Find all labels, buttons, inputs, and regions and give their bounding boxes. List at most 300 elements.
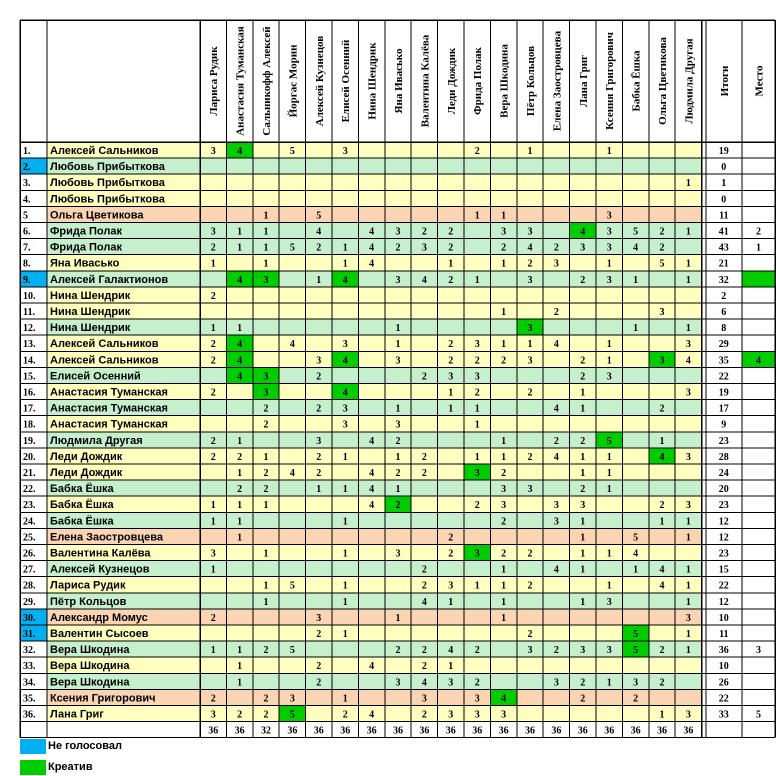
vote-value: 4 <box>369 500 375 512</box>
vote-value: 4 <box>237 371 243 383</box>
vote-value: 3 <box>606 226 612 238</box>
count-value: 32 <box>261 725 271 737</box>
vote-value: 4 <box>633 548 639 560</box>
row-total: 29 <box>718 339 729 351</box>
vote-value: 2 <box>448 532 454 544</box>
vote-value: 2 <box>395 468 401 479</box>
row-name: Нина Шендрик <box>50 289 131 302</box>
vote-value: 4 <box>289 339 295 351</box>
count-value: 36 <box>657 725 667 737</box>
vote-value: 2 <box>237 451 243 463</box>
vote-value: 3 <box>659 307 665 318</box>
vote-value: 1 <box>659 435 665 447</box>
vote-value: 3 <box>210 709 216 721</box>
place-cell <box>742 367 775 383</box>
vote-value: 2 <box>263 693 269 705</box>
row-total: 10 <box>718 612 729 624</box>
vote-value: 1 <box>606 355 612 367</box>
vote-value: 3 <box>448 709 454 721</box>
vote-value: 2 <box>210 242 216 254</box>
vote-value: 3 <box>474 468 480 479</box>
vote-value: 1 <box>342 629 348 640</box>
vote-value: 1 <box>606 468 612 479</box>
vote-value: 1 <box>210 516 216 528</box>
row-number: 8. <box>23 258 31 270</box>
row-name: Ольга Цветикова <box>50 209 144 222</box>
vote-value: 4 <box>369 242 375 254</box>
vote-value: 3 <box>685 387 691 399</box>
vote-value: 1 <box>342 242 348 254</box>
row-name: Лариса Рудик <box>50 579 126 592</box>
row-total: 0 <box>721 194 727 206</box>
place-cell <box>742 400 775 416</box>
vote-value: 3 <box>633 677 639 689</box>
vote-value: 2 <box>395 500 401 512</box>
vote-value: 1 <box>606 339 612 351</box>
column-header-15: Ксения Григорович <box>604 32 617 130</box>
row-background <box>47 239 702 255</box>
vote-value: 1 <box>685 323 691 335</box>
row-number: 3. <box>23 178 31 190</box>
vote-value: 1 <box>342 516 348 528</box>
row-total: 23 <box>718 435 729 447</box>
vote-value: 4 <box>369 484 375 496</box>
vote-value: 1 <box>210 258 216 270</box>
count-value: 36 <box>630 725 641 737</box>
place-cell <box>742 496 775 512</box>
row-background <box>47 657 702 673</box>
vote-value: 1 <box>606 580 612 592</box>
vote-value: 1 <box>685 580 691 592</box>
row-total: 12 <box>718 532 729 544</box>
count-value: 36 <box>419 725 430 737</box>
vote-value: 3 <box>501 484 507 496</box>
count-value: 36 <box>472 725 483 737</box>
vote-value: 3 <box>606 274 612 286</box>
vote-value: 3 <box>580 645 586 657</box>
column-header-6: Нина Шендрик <box>366 42 379 120</box>
vote-value: 1 <box>685 258 691 270</box>
vote-value: 2 <box>580 435 586 447</box>
row-name: Любовь Прибыткова <box>50 161 165 174</box>
vote-value: 4 <box>448 645 454 657</box>
column-header-18: Людмила Другая <box>683 38 696 124</box>
vote-value: 3 <box>527 323 533 335</box>
place-header: Место <box>753 65 766 97</box>
count-value: 36 <box>393 725 403 737</box>
vote-value: 1 <box>580 548 586 560</box>
vote-value: 2 <box>237 484 243 496</box>
vote-value: 1 <box>633 564 639 576</box>
row-total: 22 <box>718 580 729 592</box>
vote-value: 1 <box>237 677 243 689</box>
row-total: 41 <box>718 226 729 238</box>
vote-value: 5 <box>659 258 665 270</box>
vote-value: 2 <box>210 387 216 399</box>
vote-value: 4 <box>237 355 243 367</box>
row-name: Лана Григ <box>50 708 104 721</box>
row-background <box>47 673 702 689</box>
column-header-1: Анастасия Туманская <box>234 26 247 136</box>
row-total: 43 <box>718 242 729 254</box>
vote-value: 1 <box>395 339 401 351</box>
place-cell <box>742 142 775 158</box>
row-total: 22 <box>718 371 729 383</box>
column-header-2: Сальникофф Алексей <box>261 26 273 136</box>
vote-value: 4 <box>289 468 295 479</box>
vote-value: 2 <box>553 435 559 447</box>
vote-value: 1 <box>448 596 454 608</box>
vote-value: 2 <box>501 242 507 254</box>
vote-value: 1 <box>474 419 480 431</box>
row-place: 5 <box>756 709 761 721</box>
row-name: Вера Шкодина <box>50 644 130 657</box>
vote-value: 3 <box>606 242 612 254</box>
vote-value: 1 <box>342 580 348 592</box>
row-total: 21 <box>718 258 729 270</box>
vote-value: 2 <box>448 242 454 254</box>
vote-value: 2 <box>501 516 507 528</box>
vote-value: 5 <box>606 435 612 447</box>
vote-value: 1 <box>237 242 243 254</box>
row-total: 24 <box>718 468 729 479</box>
vote-value: 1 <box>342 484 348 496</box>
vote-value: 3 <box>342 146 348 157</box>
row-background <box>47 512 702 528</box>
vote-value: 1 <box>501 435 507 447</box>
vote-value: 4 <box>421 677 427 689</box>
row-number: 23. <box>23 500 36 512</box>
vote-value: 2 <box>659 645 665 657</box>
vote-value: 3 <box>263 387 269 399</box>
vote-value: 2 <box>553 645 559 657</box>
row-number: 17. <box>23 403 36 415</box>
vote-value: 3 <box>210 548 216 560</box>
vote-value: 2 <box>474 355 480 367</box>
vote-value: 2 <box>421 451 427 463</box>
vote-value: 1 <box>580 451 586 463</box>
vote-value: 3 <box>606 210 612 222</box>
vote-value: 3 <box>421 693 427 705</box>
vote-value: 3 <box>316 355 322 367</box>
vote-value: 2 <box>342 709 348 721</box>
vote-value: 2 <box>316 468 322 479</box>
row-name: Валентин Сысоев <box>50 628 149 640</box>
vote-value: 1 <box>501 580 507 592</box>
vote-value: 1 <box>580 596 586 608</box>
place-cell <box>742 287 775 303</box>
vote-value: 1 <box>474 451 480 463</box>
vote-value: 2 <box>580 355 586 367</box>
vote-value: 2 <box>580 371 586 383</box>
vote-value: 2 <box>527 580 533 592</box>
vote-value: 2 <box>421 645 427 657</box>
row-number: 26. <box>23 548 36 560</box>
vote-value: 1 <box>237 516 243 528</box>
row-number: 36. <box>23 709 36 721</box>
row-total: 36 <box>718 645 729 657</box>
column-header-3: Йоргас Морин <box>287 44 300 118</box>
vote-value: 3 <box>474 709 480 721</box>
row-number: 2. <box>23 162 31 174</box>
place-cell <box>742 673 775 689</box>
row-place: 3 <box>756 645 761 657</box>
vote-value: 4 <box>553 451 559 463</box>
vote-value: 1 <box>474 580 480 592</box>
row-number: 11. <box>23 307 35 318</box>
row-background <box>47 496 702 512</box>
vote-value: 4 <box>369 468 375 479</box>
row-name: Пётр Кольцов <box>50 595 127 608</box>
row-number: 27. <box>23 564 36 576</box>
row-total: 11 <box>719 210 729 222</box>
vote-value: 2 <box>263 645 269 657</box>
vote-value: 1 <box>501 258 507 270</box>
vote-value: 4 <box>237 339 243 351</box>
vote-value: 3 <box>685 709 691 721</box>
vote-value: 2 <box>210 435 216 447</box>
row-total: 12 <box>718 516 729 528</box>
row-number: 29. <box>23 596 36 608</box>
vote-value: 1 <box>685 596 691 608</box>
vote-value: 1 <box>448 661 454 673</box>
vote-value: 1 <box>237 435 243 447</box>
row-name: Вера Шкодина <box>50 676 130 689</box>
place-cell <box>742 609 775 625</box>
vote-value: 2 <box>395 435 401 447</box>
row-background <box>47 287 702 303</box>
vote-value: 1 <box>685 645 691 657</box>
vote-value: 1 <box>263 451 269 463</box>
vote-value: 3 <box>501 500 507 512</box>
column-header-9: Леди Дождик <box>445 47 458 115</box>
vote-value: 4 <box>659 564 665 576</box>
row-background <box>47 464 702 480</box>
vote-value: 1 <box>237 645 243 657</box>
place-cell <box>742 464 775 480</box>
row-number: 21. <box>23 468 36 479</box>
vote-value: 3 <box>527 274 533 286</box>
vote-value: 1 <box>395 403 401 415</box>
row-name: Фрида Полак <box>50 225 122 238</box>
vote-value: 3 <box>501 226 507 238</box>
row-total: 10 <box>718 661 729 673</box>
vote-value: 2 <box>210 612 216 624</box>
vote-value: 2 <box>316 677 322 689</box>
vote-value: 3 <box>685 612 691 624</box>
row-number: 16. <box>23 387 36 399</box>
vote-value: 3 <box>685 339 691 351</box>
vote-value: 1 <box>633 274 639 286</box>
vote-value: 4 <box>553 403 559 415</box>
vote-value: 1 <box>685 516 691 528</box>
row-total: 32 <box>718 274 729 286</box>
row-name: Яна Ивасько <box>50 257 120 270</box>
vote-value: 2 <box>474 146 480 157</box>
row-total: 19 <box>718 146 729 157</box>
vote-value: 4 <box>369 435 375 447</box>
row-total: 22 <box>718 693 729 705</box>
vote-value: 1 <box>342 596 348 608</box>
vote-value: 1 <box>395 323 401 335</box>
row-name: Нина Шендрик <box>50 322 131 335</box>
place-cell <box>742 593 775 609</box>
vote-value: 3 <box>421 242 427 254</box>
vote-value: 3 <box>527 355 533 367</box>
vote-value: 1 <box>474 210 480 222</box>
row-number: 6. <box>23 226 31 238</box>
vote-value: 4 <box>633 242 639 254</box>
vote-value: 1 <box>342 693 348 705</box>
vote-value: 5 <box>289 709 295 721</box>
row-name: Александр Момус <box>50 611 148 624</box>
vote-value: 3 <box>606 596 612 608</box>
vote-value: 1 <box>501 307 507 318</box>
vote-value: 3 <box>659 355 665 367</box>
vote-value: 1 <box>263 242 269 254</box>
vote-value: 3 <box>553 258 559 270</box>
vote-value: 1 <box>580 532 586 544</box>
vote-value: 2 <box>474 500 480 512</box>
vote-value: 3 <box>342 403 348 415</box>
row-number: 34. <box>23 677 36 689</box>
vote-value: 4 <box>659 580 665 592</box>
vote-value: 2 <box>421 709 427 721</box>
vote-value: 2 <box>501 468 507 479</box>
vote-value: 1 <box>501 210 507 222</box>
column-header-16: Бабка Ёшка <box>630 50 643 112</box>
vote-value: 4 <box>316 226 322 238</box>
vote-value: 1 <box>342 548 348 560</box>
vote-value: 3 <box>527 226 533 238</box>
row-number: 9. <box>23 274 31 286</box>
vote-value: 1 <box>659 516 665 528</box>
vote-value: 1 <box>633 323 639 335</box>
vote-value: 1 <box>685 274 691 286</box>
vote-value: 2 <box>580 677 586 689</box>
vote-value: 1 <box>606 677 612 689</box>
count-value: 36 <box>445 725 456 737</box>
vote-value: 1 <box>263 596 269 608</box>
row-total: 9 <box>721 419 727 431</box>
vote-value: 2 <box>263 419 269 431</box>
vote-value: 4 <box>553 564 559 576</box>
vote-value: 2 <box>210 339 216 351</box>
vote-value: 3 <box>553 516 559 528</box>
place-cell <box>742 335 775 351</box>
vote-value: 1 <box>501 451 507 463</box>
row-name: Алексей Сальников <box>50 338 159 351</box>
vote-value: 2 <box>395 645 401 657</box>
vote-value: 1 <box>501 612 507 624</box>
vote-value: 2 <box>421 580 427 592</box>
vote-value: 1 <box>685 629 691 640</box>
vote-value: 1 <box>474 274 480 286</box>
vote-value: 1 <box>501 596 507 608</box>
vote-value: 3 <box>606 371 612 383</box>
row-name: Анастасия Туманская <box>50 418 168 431</box>
row-number: 12. <box>23 323 36 335</box>
vote-value: 2 <box>474 677 480 689</box>
vote-value: 3 <box>448 677 454 689</box>
vote-value: 4 <box>369 661 375 673</box>
vote-value: 4 <box>580 226 586 238</box>
vote-value: 3 <box>580 242 586 254</box>
column-header-12: Пётр Кольцов <box>525 45 537 117</box>
place-cell <box>742 303 775 319</box>
vote-value: 2 <box>210 290 216 302</box>
vote-value: 2 <box>527 451 533 463</box>
vote-value: 5 <box>289 146 295 157</box>
vote-value: 2 <box>659 226 665 238</box>
vote-value: 3 <box>395 419 401 431</box>
vote-value: 4 <box>659 451 665 463</box>
row-name: Фрида Полак <box>50 241 122 254</box>
row-name: Алексей Галактионов <box>50 273 169 286</box>
vote-value: 1 <box>580 403 586 415</box>
row-name: Ксения Григорович <box>50 692 156 705</box>
vote-value: 3 <box>395 226 401 238</box>
vote-value: 2 <box>553 242 559 254</box>
vote-value: 4 <box>342 274 348 286</box>
vote-value: 2 <box>527 387 533 399</box>
vote-value: 2 <box>580 274 586 286</box>
row-background <box>47 319 702 335</box>
vote-value: 1 <box>606 484 612 496</box>
vote-value: 3 <box>553 677 559 689</box>
column-header-0: Лариса Рудик <box>208 46 221 116</box>
place-cell <box>742 528 775 544</box>
row-name: Леди Дождик <box>50 450 123 463</box>
row-name: Любовь Прибыткова <box>50 193 165 206</box>
count-value: 36 <box>604 725 615 737</box>
row-background <box>47 223 702 239</box>
row-place: 4 <box>756 355 761 367</box>
place-cell <box>742 480 775 496</box>
vote-value: 1 <box>527 146 533 157</box>
vote-value: 1 <box>606 451 612 463</box>
vote-value: 3 <box>342 339 348 351</box>
place-cell <box>742 384 775 400</box>
vote-value: 1 <box>448 387 454 399</box>
row-name: Анастасия Туманская <box>50 386 168 399</box>
place-cell <box>742 206 775 222</box>
row-place: 1 <box>756 242 761 254</box>
vote-value: 4 <box>342 387 348 399</box>
row-number: 32. <box>23 645 36 657</box>
place-cell <box>742 271 775 287</box>
vote-value: 3 <box>263 274 269 286</box>
vote-value: 2 <box>659 500 665 512</box>
vote-value: 2 <box>421 226 427 238</box>
vote-value: 2 <box>527 258 533 270</box>
vote-value: 5 <box>289 242 295 254</box>
vote-value: 3 <box>606 645 612 657</box>
row-name: Елена Заостровцева <box>50 531 164 544</box>
vote-value: 2 <box>316 451 322 463</box>
vote-value: 1 <box>210 645 216 657</box>
vote-value: 4 <box>369 226 375 238</box>
vote-value: 1 <box>263 500 269 512</box>
row-number: 5 <box>23 210 28 222</box>
vote-value: 1 <box>606 548 612 560</box>
vote-value: 3 <box>685 451 691 463</box>
place-cell <box>742 689 775 705</box>
vote-value: 3 <box>685 500 691 512</box>
vote-value: 1 <box>237 661 243 673</box>
column-header-11: Вера Шкодина <box>498 44 511 118</box>
row-number: 28. <box>23 580 36 592</box>
